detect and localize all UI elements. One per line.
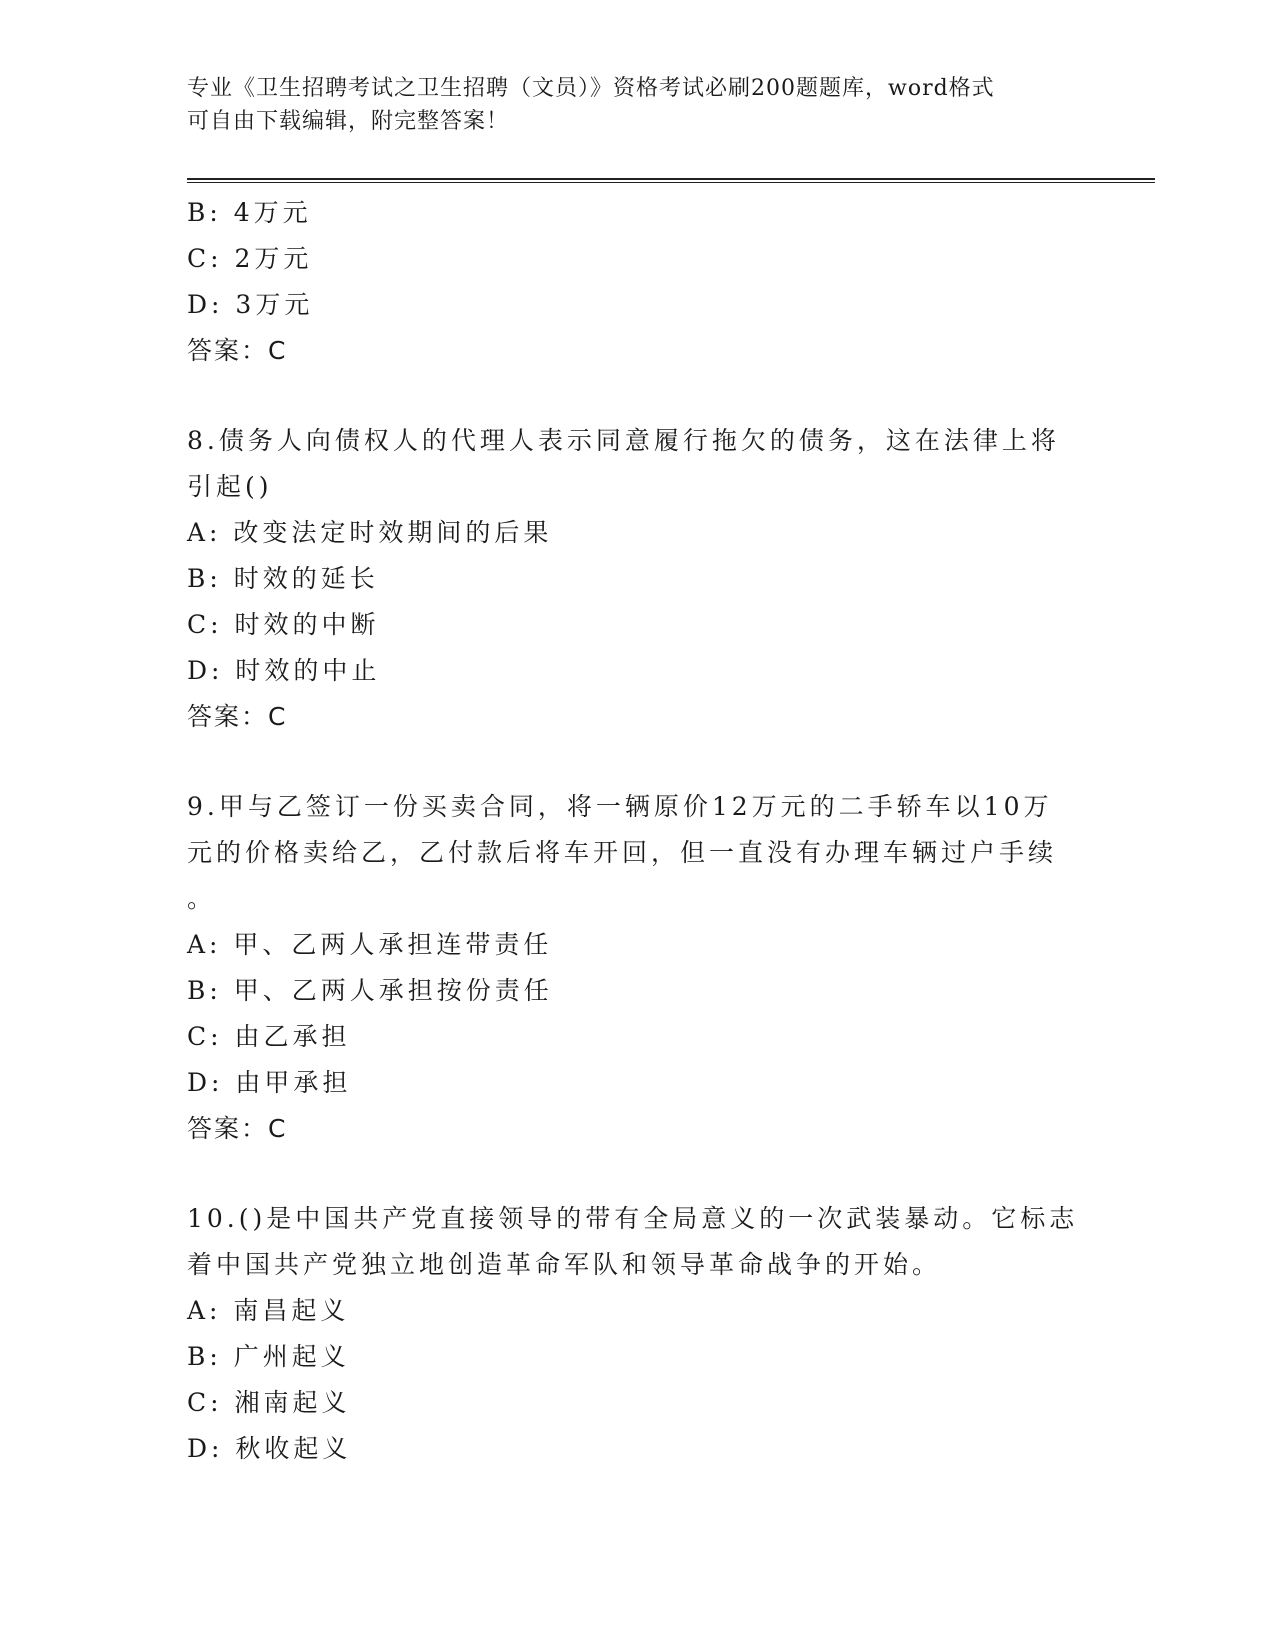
- question-8: [187, 418, 1067, 740]
- header-line-1: 专业《卫生招聘考试之卫生招聘（文员）》资格考试必刷200题题库，word格式: [187, 76, 995, 101]
- question-text-line: 着中国共产党独立地创造革命军队和领导革命战争的开始。: [187, 1250, 942, 1279]
- option-c: C: 由乙承担: [187, 1022, 351, 1051]
- question-text-line: 8.债务人向债权人的代理人表示同意履行拖欠的债务，这在法律上将: [187, 426, 1060, 455]
- option-b: B: 甲、乙两人承担按份责任: [187, 976, 553, 1005]
- option-b: B: 4万元: [187, 198, 312, 227]
- question-text-line: 10.()是中国共产党直接领导的带有全局意义的一次武装暴动。它标志: [187, 1204, 1079, 1233]
- option-c: C: 湘南起义: [187, 1388, 351, 1417]
- question-text-line: 。: [187, 884, 217, 913]
- document-header: [187, 72, 1067, 138]
- option-c: C: 2万元: [187, 244, 313, 273]
- option-a: A: 南昌起义: [187, 1296, 350, 1325]
- option-d: D: 3万元: [187, 290, 314, 319]
- answer: 答案：C: [187, 702, 288, 731]
- header-divider-thin: [187, 182, 1155, 183]
- option-b: B: 广州起义: [187, 1342, 350, 1371]
- question-content: [187, 190, 1079, 1472]
- question-text-line: 引起(): [187, 472, 273, 501]
- answer: 答案：C: [187, 1114, 288, 1143]
- question-text-line: 元的价格卖给乙，乙付款后将车开回，但一直没有办理车辆过户手续: [187, 838, 1058, 867]
- question-9: [187, 784, 1067, 1152]
- answer: 答案：C: [187, 336, 288, 365]
- question-10: [187, 1196, 1079, 1472]
- option-d: D: 秋收起义: [187, 1434, 352, 1463]
- question-7: [187, 190, 1067, 374]
- option-d: D: 由甲承担: [187, 1068, 352, 1097]
- header-line-2: 可自由下载编辑，附完整答案！: [187, 109, 510, 134]
- option-c: C: 时效的中断: [187, 610, 380, 639]
- option-d: D: 时效的中止: [187, 656, 381, 685]
- option-b: B: 时效的延长: [187, 564, 379, 593]
- option-a: A: 改变法定时效期间的后果: [187, 518, 553, 547]
- option-a: A: 甲、乙两人承担连带责任: [187, 930, 553, 959]
- question-text-line: 9.甲与乙签订一份买卖合同，将一辆原价12万元的二手轿车以10万: [187, 792, 1053, 821]
- header-divider-thick: [187, 178, 1155, 180]
